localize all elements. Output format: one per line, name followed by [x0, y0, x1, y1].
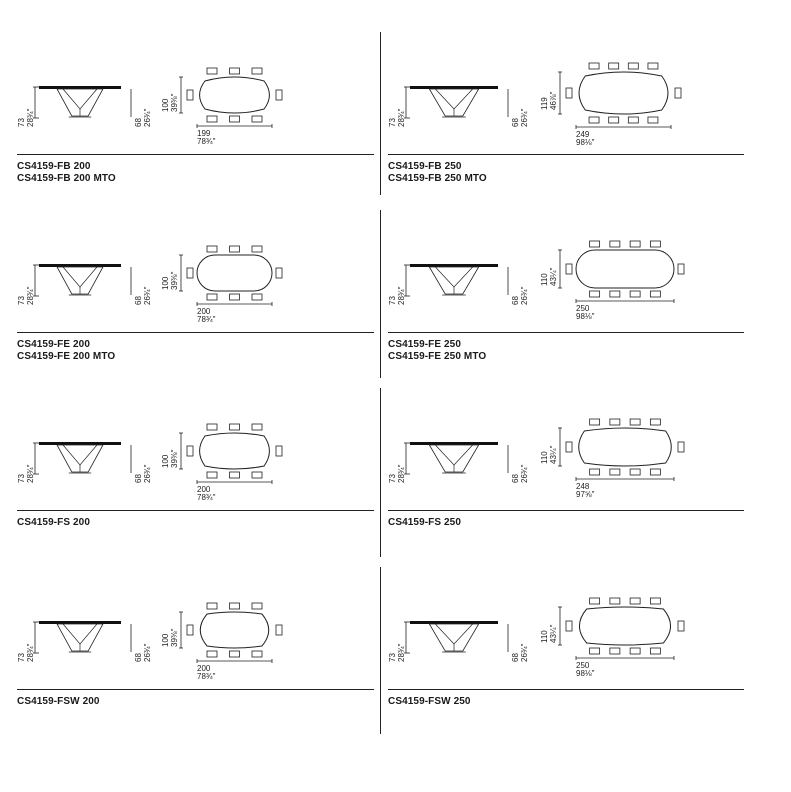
chair-end-left: [187, 268, 193, 278]
table-spec-0-right: [388, 32, 748, 207]
tabletop-side: [39, 86, 121, 89]
chair-end-right: [675, 88, 681, 98]
section-rule: [388, 689, 744, 690]
column-divider: [380, 388, 381, 557]
length-cm-label: 200: [197, 485, 211, 494]
chair-bottom: [630, 291, 640, 297]
base-in-label: 26¾": [520, 286, 529, 305]
table-spec-1-left: [17, 210, 377, 385]
dimension-drawing: [388, 32, 748, 172]
base-cm-label: 68: [134, 296, 143, 305]
dimension-drawing: [17, 388, 377, 528]
tabletop-side: [39, 264, 121, 267]
product-code: CS4159-FE 250: [388, 339, 462, 350]
chair-end-right: [276, 90, 282, 100]
chair-top: [252, 424, 262, 430]
table-spec-3-right: [388, 567, 748, 742]
chair-bottom: [630, 648, 640, 654]
width-cm-label: 100: [161, 276, 170, 290]
chair-end-right: [678, 442, 684, 452]
height-in-label: 28¾": [397, 108, 406, 127]
tabletop-side: [39, 442, 121, 445]
chair-top: [230, 424, 240, 430]
base-cm-label: 68: [511, 653, 520, 662]
chair-bottom: [650, 648, 660, 654]
base-in-label: 26¾": [143, 108, 152, 127]
table-spec-1-right: [388, 210, 748, 385]
product-code: CS4159-FS 200: [17, 517, 91, 528]
product-code: CS4159-FSW 250: [388, 696, 471, 707]
chair-end-left: [187, 625, 193, 635]
width-cm-label: 100: [161, 454, 170, 468]
chair-end-left: [566, 88, 572, 98]
chair-top: [630, 419, 640, 425]
tabletop-plan: [579, 72, 668, 114]
chair-top: [630, 241, 640, 247]
chair-top: [609, 63, 619, 69]
product-code: CS4159-FB 200: [17, 161, 91, 172]
base-in-label: 26¾": [143, 643, 152, 662]
base-cm-label: 68: [134, 653, 143, 662]
length-cm-label: 200: [197, 307, 211, 316]
length-in-label: 78¾": [197, 137, 216, 146]
base-cm-label: 68: [511, 118, 520, 127]
tabletop-plan: [200, 612, 268, 648]
width-in-label: 46⅞": [549, 91, 558, 110]
chair-top: [252, 246, 262, 252]
height-cm-label: 73: [388, 474, 397, 483]
chair-top: [610, 241, 620, 247]
dimension-drawing: [17, 210, 377, 350]
table-spec-3-left: [17, 567, 377, 742]
base-cm-label: 68: [134, 474, 143, 483]
chair-bottom: [230, 294, 240, 300]
chair-bottom: [252, 116, 262, 122]
length-in-label: 98⅛": [576, 312, 595, 321]
chair-bottom: [590, 291, 600, 297]
chair-bottom: [207, 472, 217, 478]
column-divider: [380, 32, 381, 195]
chair-end-right: [276, 446, 282, 456]
tabletop-plan: [197, 255, 272, 291]
chair-top: [207, 246, 217, 252]
section-rule: [388, 332, 744, 333]
product-code: CS4159-FS 250: [388, 517, 462, 528]
chair-top: [230, 246, 240, 252]
chair-bottom: [648, 117, 658, 123]
height-in-label: 28¾": [26, 643, 35, 662]
length-cm-label: 199: [197, 129, 211, 138]
height-in-label: 28¾": [397, 464, 406, 483]
base-cm-label: 68: [511, 474, 520, 483]
chair-top: [207, 424, 217, 430]
section-rule: [388, 510, 744, 511]
dimension-drawing: [17, 567, 377, 707]
length-cm-label: 250: [576, 304, 590, 313]
section-rule: [17, 510, 374, 511]
height-in-label: 28¾": [26, 108, 35, 127]
table-spec-2-right: [388, 388, 748, 563]
height-in-label: 28¾": [397, 643, 406, 662]
height-in-label: 28¾": [26, 464, 35, 483]
chair-top: [610, 598, 620, 604]
chair-top: [252, 603, 262, 609]
base-in-label: 26¾": [520, 643, 529, 662]
height-cm-label: 73: [388, 118, 397, 127]
chair-top: [207, 603, 217, 609]
height-cm-label: 73: [388, 653, 397, 662]
length-in-label: 98⅛": [576, 138, 595, 147]
chair-top: [630, 598, 640, 604]
chair-bottom: [610, 648, 620, 654]
length-cm-label: 200: [197, 664, 211, 673]
product-code: CS4159-FE 200 MTO: [17, 351, 116, 362]
chair-bottom: [230, 651, 240, 657]
width-in-label: 43¼": [549, 267, 558, 286]
chair-top: [650, 241, 660, 247]
tabletop-side: [410, 442, 498, 445]
dimension-drawing: [388, 210, 748, 350]
chair-bottom: [650, 291, 660, 297]
chair-bottom: [589, 117, 599, 123]
table-spec-0-left: [17, 32, 377, 207]
product-code: CS4159-FE 200: [17, 339, 91, 350]
chair-top: [207, 68, 217, 74]
length-cm-label: 250: [576, 661, 590, 670]
chair-end-left: [566, 442, 572, 452]
chair-end-right: [678, 621, 684, 631]
table-spec-2-left: [17, 388, 377, 563]
chair-bottom: [230, 116, 240, 122]
base-in-label: 26¾": [143, 464, 152, 483]
chair-end-right: [276, 625, 282, 635]
chair-bottom: [650, 469, 660, 475]
width-in-label: 39⅜": [170, 449, 179, 468]
height-cm-label: 73: [17, 296, 26, 305]
tabletop-plan: [200, 433, 270, 469]
column-divider: [380, 210, 381, 378]
tabletop-side: [39, 621, 121, 624]
chair-end-left: [566, 621, 572, 631]
height-in-label: 28¾": [26, 286, 35, 305]
chair-top: [252, 68, 262, 74]
width-cm-label: 100: [161, 633, 170, 647]
tabletop-side: [410, 621, 498, 624]
base-cm-label: 68: [134, 118, 143, 127]
chair-top: [590, 419, 600, 425]
width-cm-label: 110: [540, 630, 549, 643]
chair-bottom: [252, 472, 262, 478]
chair-end-left: [187, 90, 193, 100]
length-in-label: 98⅛": [576, 669, 595, 678]
base-in-label: 26¾": [520, 108, 529, 127]
chair-top: [589, 63, 599, 69]
length-in-label: 78¾": [197, 493, 216, 502]
tabletop-plan: [576, 250, 674, 288]
length-in-label: 78¾": [197, 315, 216, 324]
section-rule: [17, 154, 374, 155]
tabletop-plan: [579, 428, 672, 466]
chair-end-left: [187, 446, 193, 456]
product-code: CS4159-FB 200 MTO: [17, 173, 116, 184]
dimension-drawing: [17, 32, 377, 172]
chair-bottom: [610, 469, 620, 475]
tabletop-side: [410, 86, 498, 89]
chair-bottom: [630, 469, 640, 475]
height-cm-label: 73: [17, 118, 26, 127]
tabletop-plan: [579, 607, 670, 645]
chair-bottom: [610, 291, 620, 297]
chair-top: [590, 598, 600, 604]
width-in-label: 39⅜": [170, 271, 179, 290]
product-code: CS4159-FE 250 MTO: [388, 351, 487, 362]
width-in-label: 39⅜": [170, 628, 179, 647]
width-cm-label: 110: [540, 273, 549, 286]
chair-bottom: [628, 117, 638, 123]
length-cm-label: 249: [576, 130, 590, 139]
chair-end-right: [276, 268, 282, 278]
section-rule: [388, 154, 744, 155]
base-in-label: 26¾": [520, 464, 529, 483]
chair-bottom: [207, 651, 217, 657]
base-in-label: 26¾": [143, 286, 152, 305]
chair-bottom: [207, 294, 217, 300]
chair-top: [590, 241, 600, 247]
tabletop-plan: [200, 77, 270, 113]
base-cm-label: 68: [511, 296, 520, 305]
chair-top: [628, 63, 638, 69]
height-in-label: 28¾": [397, 286, 406, 305]
chair-top: [650, 598, 660, 604]
chair-bottom: [590, 469, 600, 475]
width-in-label: 43¼": [549, 445, 558, 464]
width-cm-label: 110: [540, 451, 549, 464]
chair-top: [610, 419, 620, 425]
chair-top: [650, 419, 660, 425]
height-cm-label: 73: [388, 296, 397, 305]
width-cm-label: 119: [540, 97, 549, 110]
chair-top: [230, 603, 240, 609]
length-cm-label: 248: [576, 482, 590, 491]
chair-bottom: [207, 116, 217, 122]
chair-bottom: [609, 117, 619, 123]
chair-bottom: [252, 651, 262, 657]
chair-top: [230, 68, 240, 74]
product-code: CS4159-FB 250: [388, 161, 462, 172]
product-code: CS4159-FB 250 MTO: [388, 173, 487, 184]
chair-top: [648, 63, 658, 69]
length-in-label: 97⅝": [576, 490, 595, 499]
chair-end-left: [566, 264, 572, 274]
dimension-drawing: [388, 567, 748, 707]
height-cm-label: 73: [17, 653, 26, 662]
section-rule: [17, 689, 374, 690]
chair-bottom: [590, 648, 600, 654]
column-divider: [380, 567, 381, 734]
section-rule: [17, 332, 374, 333]
dimension-drawing: [388, 388, 748, 528]
width-in-label: 39⅜": [170, 93, 179, 112]
height-cm-label: 73: [17, 474, 26, 483]
length-in-label: 78¾": [197, 672, 216, 681]
chair-bottom: [230, 472, 240, 478]
chair-bottom: [252, 294, 262, 300]
tabletop-side: [410, 264, 498, 267]
width-cm-label: 100: [161, 98, 170, 112]
chair-end-right: [678, 264, 684, 274]
product-code: CS4159-FSW 200: [17, 696, 100, 707]
width-in-label: 43¼": [549, 624, 558, 643]
